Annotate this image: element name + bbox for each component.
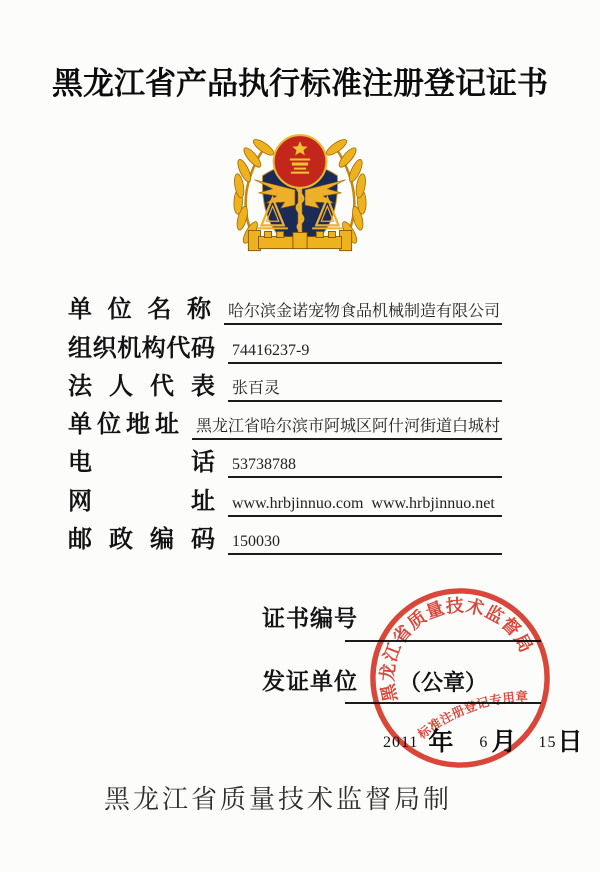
issuing-authority-footer: 黑龙江省质量技术监督局制: [103, 785, 452, 814]
month-unit-label: 月: [491, 728, 517, 756]
certificate-number-label: 证书编号: [262, 605, 358, 631]
issuer-label: 发证单位: [262, 668, 358, 694]
address-label: 单位地址: [68, 411, 179, 439]
issue-year: 2011: [383, 734, 419, 751]
field-row-legal-rep: [68, 364, 502, 402]
postal-code-label: 邮政编码: [68, 526, 215, 554]
issue-date: [383, 722, 582, 758]
org-code-label: 组织机构代码: [68, 334, 215, 362]
field-row-phone: [68, 440, 502, 478]
official-seal-placeholder: （公章）: [398, 670, 487, 695]
website-label: 网址: [68, 487, 215, 515]
quality-supervision-emblem: [224, 131, 376, 267]
registration-form: [68, 287, 502, 555]
website-value: www.hrbjinnuo.com www.hrbjinnuo.net: [228, 494, 502, 517]
address-value: 黑龙江省哈尔滨市阿城区阿什河街道白城村: [192, 417, 502, 440]
certificate-title: 黑龙江省产品执行标准注册登记证书: [52, 66, 548, 101]
legal-rep-label: 法人代表: [68, 372, 215, 400]
org-code-value: 74416237-9: [228, 341, 502, 364]
phone-label: 电话: [68, 449, 215, 477]
great-wall-icon: [248, 230, 351, 250]
seal-ring-text: 黑龙江省质量技术监督局: [377, 595, 537, 704]
issue-day: 15: [538, 734, 557, 751]
issuer-line: [345, 678, 541, 704]
year-unit-label: 年: [428, 728, 454, 756]
day-unit-label: 日: [557, 728, 583, 756]
field-row-org-code: [68, 325, 502, 363]
phone-value: 53738788: [228, 455, 502, 478]
field-row-unit-name: [68, 287, 502, 325]
issue-month: 6: [479, 734, 489, 751]
field-row-website: [68, 478, 502, 516]
legal-rep-value: 张百灵: [228, 379, 502, 402]
field-row-postal-code: [68, 517, 502, 555]
unit-name-label: 单位名称: [68, 296, 211, 324]
postal-code-value: 150030: [228, 532, 502, 555]
seal-inner-text: 标准注册登记专用章: [415, 689, 529, 742]
field-row-address: [68, 402, 502, 440]
national-emblem-icon: [274, 135, 327, 188]
certificate-number-line: [345, 615, 541, 642]
unit-name-value: 哈尔滨金诺宠物食品机械制造有限公司: [224, 302, 502, 325]
